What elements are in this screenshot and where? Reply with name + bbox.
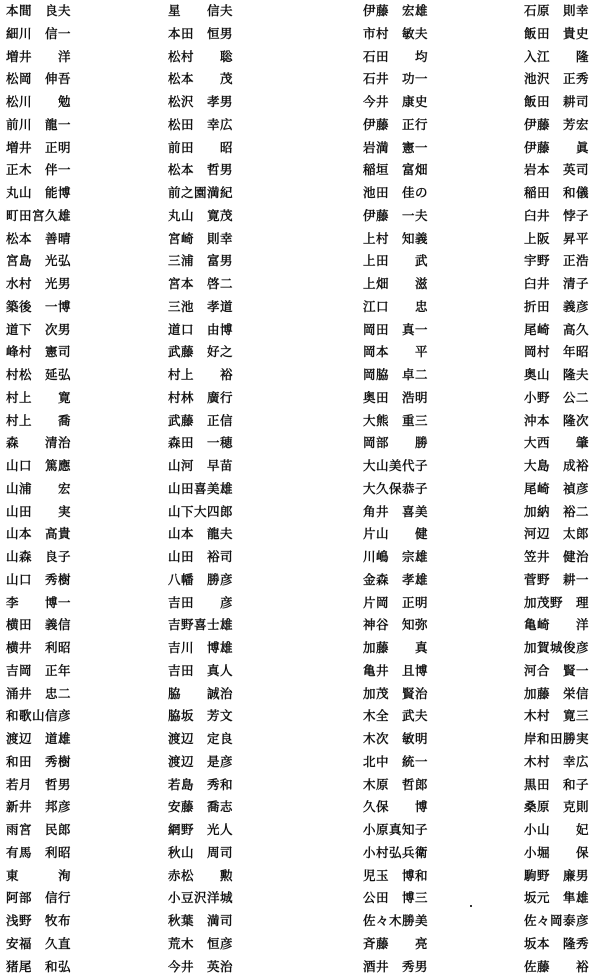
name-entry: 小村弘兵衛 — [363, 842, 503, 865]
name-entry: 桑原 克則 — [524, 796, 600, 819]
name-entry: 秋山 周司 — [168, 842, 308, 865]
name-entry: 岡村 年昭 — [524, 341, 600, 364]
name-entry: 稲垣 富畑 — [363, 159, 503, 182]
name-entry: 道口 由博 — [168, 319, 308, 342]
name-entry: 村上 喬 — [6, 410, 146, 433]
name-entry: 佐々岡泰彦 — [524, 910, 600, 933]
name-entry: 猪尾 和弘 — [6, 956, 146, 978]
name-entry: 東 洵 — [6, 865, 146, 888]
name-entry: 前川 龍一 — [6, 114, 146, 137]
name-entry: 浅野 牧布 — [6, 910, 146, 933]
name-entry: 森 清治 — [6, 432, 146, 455]
name-entry: 八幡 勝彦 — [168, 569, 308, 592]
name-entry: 渡辺 是彦 — [168, 751, 308, 774]
name-entry: 大熊 重三 — [363, 410, 503, 433]
name-entry: 稲田 和儀 — [524, 182, 600, 205]
name-column-2 — [168, 0, 308, 978]
name-entry: 森田 一穂 — [168, 432, 308, 455]
name-entry: 松岡 伸吾 — [6, 68, 146, 91]
name-entry: 伊藤 芳宏 — [524, 114, 600, 137]
name-entry: 安藤 喬志 — [168, 796, 308, 819]
name-entry: 宮崎 則幸 — [168, 228, 308, 251]
name-entry: 松田 幸広 — [168, 114, 308, 137]
name-entry: 折田 義彦 — [524, 296, 600, 319]
name-entry: 加納 裕二 — [524, 501, 600, 524]
name-entry: 黒田 和子 — [524, 774, 600, 797]
name-entry: 吉田 真人 — [168, 660, 308, 683]
name-entry: 川嶋 宗雄 — [363, 546, 503, 569]
name-entry: 飯田 耕司 — [524, 91, 600, 114]
name-entry: 山本 高貴 — [6, 523, 146, 546]
name-entry: 峰村 憲司 — [6, 341, 146, 364]
name-entry: 増井 洋 — [6, 46, 146, 69]
name-entry: 丸山 能博 — [6, 182, 146, 205]
name-entry: 伊藤 眞 — [524, 137, 600, 160]
name-entry: 三浦 富男 — [168, 250, 308, 273]
name-entry: 上村 知義 — [363, 228, 503, 251]
name-entry: 細川 信一 — [6, 23, 146, 46]
name-entry: 池田 佳の — [363, 182, 503, 205]
name-entry: 涌井 忠二 — [6, 683, 146, 706]
name-entry: 加賀城俊彦 — [524, 637, 600, 660]
name-entry: 築後 一博 — [6, 296, 146, 319]
name-entry: 臼井 清子 — [524, 273, 600, 296]
name-entry: 河合 賢一 — [524, 660, 600, 683]
name-entry: 阿部 信行 — [6, 887, 146, 910]
name-entry: 岡田 真一 — [363, 319, 503, 342]
name-entry: 伊藤 一夫 — [363, 205, 503, 228]
name-entry: 本間 良夫 — [6, 0, 146, 23]
name-entry: 石原 則幸 — [524, 0, 600, 23]
name-entry: 伊藤 正行 — [363, 114, 503, 137]
name-entry: 三池 孝道 — [168, 296, 308, 319]
name-entry: 横井 利昭 — [6, 637, 146, 660]
name-entry: 神谷 知弥 — [363, 614, 503, 637]
name-entry: 吉田 彦 — [168, 592, 308, 615]
name-entry: 片山 健 — [363, 523, 503, 546]
name-column-1 — [6, 0, 146, 978]
name-entry: 木村 寛三 — [524, 705, 600, 728]
name-entry: 山下大四郎 — [168, 501, 308, 524]
name-entry: 村松 延弘 — [6, 364, 146, 387]
name-entry: 山田喜美雄 — [168, 478, 308, 501]
name-entry: 菅野 耕一 — [524, 569, 600, 592]
name-entry: 佐藤 裕 — [524, 956, 600, 978]
name-entry: 村林 廣行 — [168, 387, 308, 410]
name-entry: 斉藤 亮 — [363, 933, 503, 956]
name-entry: 加茂 賢治 — [363, 683, 503, 706]
name-entry: 坂本 隆秀 — [524, 933, 600, 956]
name-entry: 佐々木勝美 — [363, 910, 503, 933]
name-entry: 木原 哲郎 — [363, 774, 503, 797]
name-entry: 大久保恭子 — [363, 478, 503, 501]
name-entry: 片岡 正明 — [363, 592, 503, 615]
name-entry: 吉野喜士雄 — [168, 614, 308, 637]
name-entry: 亀崎 洋 — [524, 614, 600, 637]
name-entry: 松川 勉 — [6, 91, 146, 114]
name-entry: 北中 統一 — [363, 751, 503, 774]
name-column-4 — [524, 0, 600, 978]
name-entry: 宮島 光弘 — [6, 250, 146, 273]
name-entry: 脇 誠治 — [168, 683, 308, 706]
name-entry: 沖本 隆次 — [524, 410, 600, 433]
name-entry: 吉岡 正年 — [6, 660, 146, 683]
name-entry: 池沢 正秀 — [524, 68, 600, 91]
name-entry: 李 博一 — [6, 592, 146, 615]
name-entry: 前田 昭 — [168, 137, 308, 160]
name-entry: 尾崎 高久 — [524, 319, 600, 342]
name-entry: 木村 幸広 — [524, 751, 600, 774]
name-entry: 今井 康史 — [363, 91, 503, 114]
name-entry: 江口 忠 — [363, 296, 503, 319]
name-entry: 山河 早苗 — [168, 455, 308, 478]
name-entry: 加茂野 理 — [524, 592, 600, 615]
name-entry: 山口 秀樹 — [6, 569, 146, 592]
name-entry: 小野 公二 — [524, 387, 600, 410]
name-entry: 荒木 恒彦 — [168, 933, 308, 956]
name-entry: 岸和田勝実 — [524, 728, 600, 751]
name-entry: 尾崎 禎彦 — [524, 478, 600, 501]
name-entry: 前之園満紀 — [168, 182, 308, 205]
name-entry: 安福 久直 — [6, 933, 146, 956]
name-entry: 新井 邦彦 — [6, 796, 146, 819]
name-entry: 金森 孝雄 — [363, 569, 503, 592]
name-entry: 脇坂 芳文 — [168, 705, 308, 728]
name-entry: 入江 隆 — [524, 46, 600, 69]
name-entry: 今井 英治 — [168, 956, 308, 978]
name-entry: 小山 妃 — [524, 819, 600, 842]
name-entry: 道下 次男 — [6, 319, 146, 342]
name-entry: 武藤 正信 — [168, 410, 308, 433]
name-entry: 飯田 貴史 — [524, 23, 600, 46]
name-entry: 坂元 隼雄 — [524, 887, 600, 910]
name-column-3 — [363, 0, 503, 978]
name-entry: 渡辺 道雄 — [6, 728, 146, 751]
name-entry: 岡部 勝 — [363, 432, 503, 455]
name-entry: 増井 正明 — [6, 137, 146, 160]
name-entry: 岡脇 卓二 — [363, 364, 503, 387]
name-entry: 若島 秀和 — [168, 774, 308, 797]
name-entry: 若月 哲男 — [6, 774, 146, 797]
name-entry: 武藤 好之 — [168, 341, 308, 364]
name-entry: 秋葉 満司 — [168, 910, 308, 933]
name-entry: 大西 肇 — [524, 432, 600, 455]
name-entry: 笠井 健治 — [524, 546, 600, 569]
name-entry: 小堀 保 — [524, 842, 600, 865]
name-entry: 山田 実 — [6, 501, 146, 524]
name-entry: 加藤 栄信 — [524, 683, 600, 706]
name-entry: 駒野 廉男 — [524, 865, 600, 888]
name-entry: 酒井 秀男 — [363, 956, 503, 978]
name-entry: 小豆沢洋城 — [168, 887, 308, 910]
name-entry: 本田 恒男 — [168, 23, 308, 46]
name-entry: 丸山 寛茂 — [168, 205, 308, 228]
name-entry: 山田 裕司 — [168, 546, 308, 569]
name-entry: 大島 成裕 — [524, 455, 600, 478]
name-entry: 和田 秀樹 — [6, 751, 146, 774]
name-entry: 宮本 啓二 — [168, 273, 308, 296]
name-entry: 山口 篤應 — [6, 455, 146, 478]
name-entry: 有馬 利昭 — [6, 842, 146, 865]
name-entry: 山森 良子 — [6, 546, 146, 569]
name-entry: 石井 功一 — [363, 68, 503, 91]
name-entry: 松本 哲男 — [168, 159, 308, 182]
name-entry: 渡辺 定良 — [168, 728, 308, 751]
name-entry: 木次 敏明 — [363, 728, 503, 751]
name-entry: 臼井 悖子 — [524, 205, 600, 228]
name-entry: 久保 博 — [363, 796, 503, 819]
name-entry: 加藤 真 — [363, 637, 503, 660]
name-entry: 宇野 正浩 — [524, 250, 600, 273]
name-entry: 村上 寛 — [6, 387, 146, 410]
name-entry: 上畑 滋 — [363, 273, 503, 296]
name-entry: 松本 善晴 — [6, 228, 146, 251]
name-entry: 水村 光男 — [6, 273, 146, 296]
name-entry: 伊藤 宏雄 — [363, 0, 503, 23]
name-entry: 児玉 博和 — [363, 865, 503, 888]
name-entry: 河辺 太郎 — [524, 523, 600, 546]
name-entry: 亀井 且博 — [363, 660, 503, 683]
name-entry: 町田宮久雄 — [6, 205, 146, 228]
name-entry: 上田 武 — [363, 250, 503, 273]
name-entry: 横田 義信 — [6, 614, 146, 637]
name-entry: 松沢 孝男 — [168, 91, 308, 114]
name-entry: 和歌山信彦 — [6, 705, 146, 728]
name-entry: 山浦 宏 — [6, 478, 146, 501]
name-entry: 網野 光人 — [168, 819, 308, 842]
name-entry: 木全 武夫 — [363, 705, 503, 728]
name-entry: 奥山 隆夫 — [524, 364, 600, 387]
name-entry: 公田 博三 — [363, 887, 503, 910]
name-entry: 雨宮 民郎 — [6, 819, 146, 842]
name-entry: 小原真知子 — [363, 819, 503, 842]
name-entry: 山本 龍夫 — [168, 523, 308, 546]
name-entry: 星 信夫 — [168, 0, 308, 23]
name-entry: 赤松 勲 — [168, 865, 308, 888]
name-entry: 岩満 憲一 — [363, 137, 503, 160]
name-entry: 吉川 博雄 — [168, 637, 308, 660]
name-entry: 市村 敏夫 — [363, 23, 503, 46]
name-entry: 松村 聡 — [168, 46, 308, 69]
stray-mark — [470, 905, 472, 907]
name-entry: 大山美代子 — [363, 455, 503, 478]
name-entry: 松本 茂 — [168, 68, 308, 91]
name-entry: 奥田 浩明 — [363, 387, 503, 410]
name-entry: 正木 伴一 — [6, 159, 146, 182]
name-entry: 岡本 平 — [363, 341, 503, 364]
name-entry: 石田 均 — [363, 46, 503, 69]
name-entry: 角井 喜美 — [363, 501, 503, 524]
name-entry: 上阪 昇平 — [524, 228, 600, 251]
name-entry: 岩本 英司 — [524, 159, 600, 182]
name-entry: 村上 裕 — [168, 364, 308, 387]
